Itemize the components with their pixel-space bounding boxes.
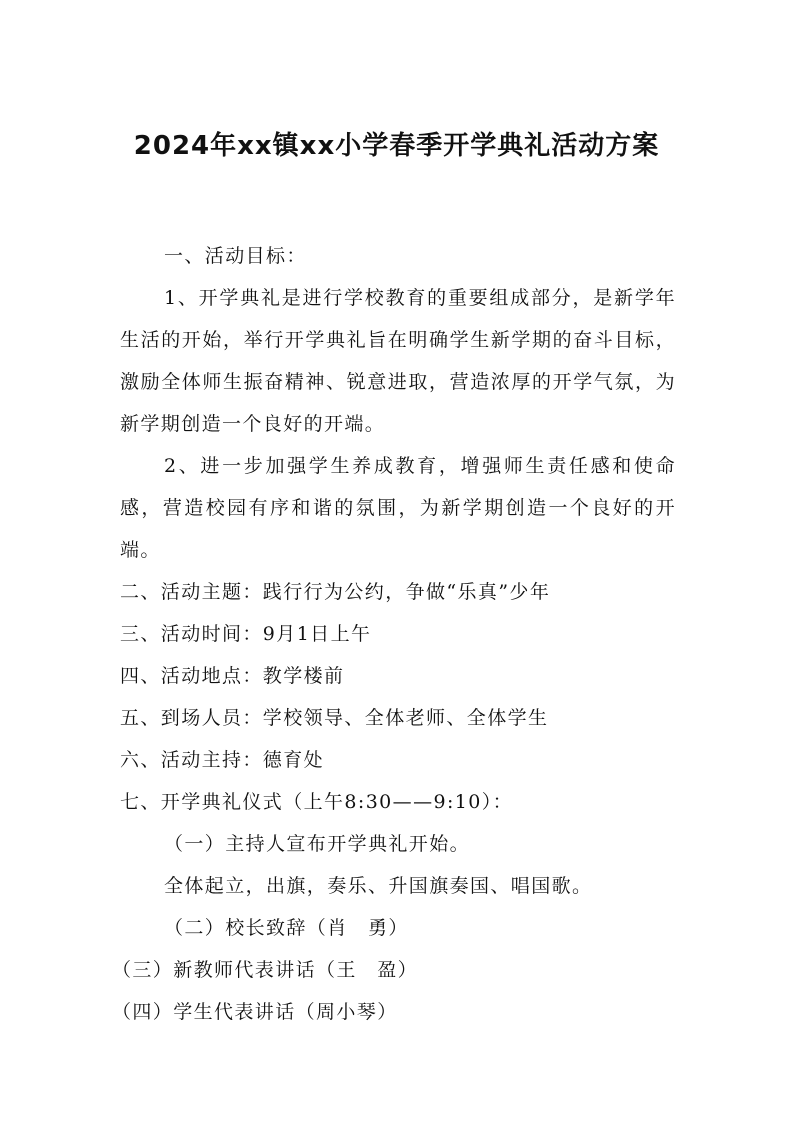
document-body (112, 235, 676, 1033)
section-attendees: 五、到场人员：学校领导、全体老师、全体学生 (120, 707, 549, 729)
ceremony-step-1: （一）主持人宣布开学典礼开始。 (164, 833, 471, 855)
ceremony-step-3: （三）新教师代表讲话（王 盈） (112, 959, 419, 981)
section-heading-goals: 一、活动目标： (164, 245, 307, 267)
section-theme: 二、活动主题：践行行为公约，争做“乐真”少年 (120, 581, 551, 603)
ceremony-step-2: （二）校长致辞（肖 勇） (164, 917, 409, 939)
ceremony-step-4: （四）学生代表讲话（周小琴） (112, 1001, 398, 1023)
goal-paragraph-1: 1、开学典礼是进行学校教育的重要组成部分，是新学年生活的开始，举行开学典礼旨在明确学生新学期的奋斗目标，激励全体师生振奋精神、锐意进取，营造浓厚的开学气氛，为新学期创造一个良好的开端。 (120, 287, 676, 435)
document-title: 2024年xx镇xx小学春季开学典礼活动方案 (133, 131, 660, 161)
section-ceremony: 七、开学典礼仪式（上午8:30——9:10）： (120, 791, 514, 813)
ceremony-step-1-detail: 全体起立，出旗，奏乐、升国旗奏国、唱国歌。 (164, 875, 593, 897)
section-time: 三、活动时间：9月1日上午 (120, 623, 372, 645)
section-location: 四、活动地点：教学楼前 (120, 665, 345, 687)
section-host: 六、活动主持：德育处 (120, 749, 325, 771)
goal-paragraph-2: 2、进一步加强学生养成教育，增强师生责任感和使命感，营造校园有序和谐的氛围，为新学期创造一个良好的开端。 (120, 455, 676, 561)
